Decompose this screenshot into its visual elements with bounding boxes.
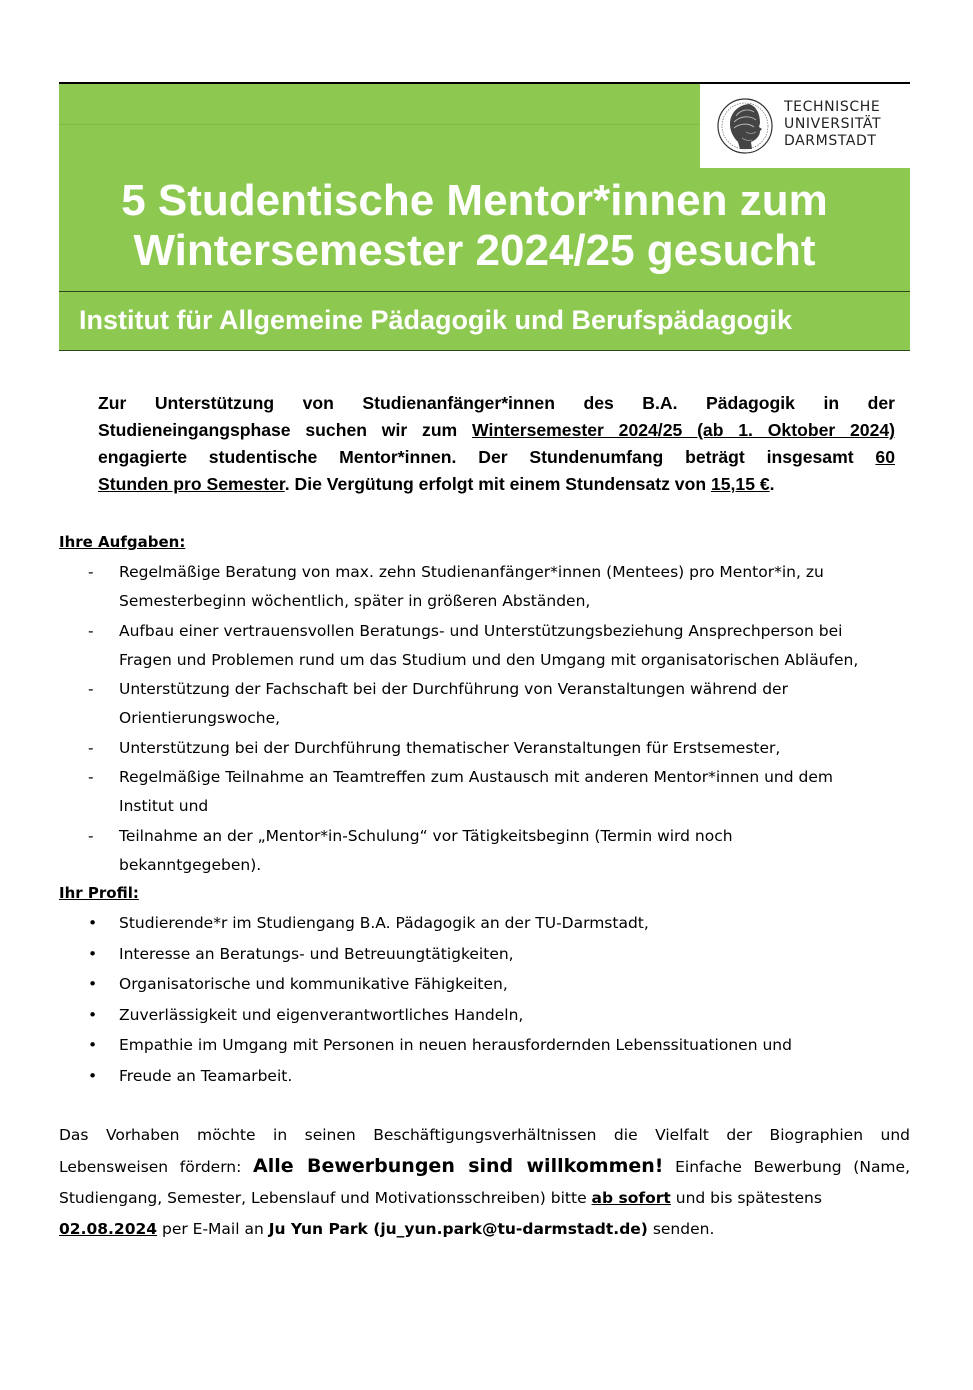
bullet-marker: •: [88, 914, 98, 932]
tasks-heading: Ihre Aufgaben:: [59, 533, 186, 551]
profile-item: [88, 969, 918, 1000]
profile-text: Organisatorische und kommunikative Fähigkeiten,: [119, 975, 508, 993]
profile-text: Studierende*r im Studiengang B.A. Pädagogik an der TU-Darmstadt,: [119, 914, 649, 932]
task-item: [88, 558, 918, 617]
profile-item: [88, 939, 918, 970]
semester-date: Wintersemester 2024/25 (ab 1. Oktober 2024): [472, 420, 896, 440]
task-text: Fragen und Problemen rund um das Studium und den Umgang mit organisatorischen Abläufen,: [119, 650, 859, 669]
bullet-marker: •: [88, 944, 98, 963]
intro-paragraph: [98, 390, 895, 498]
task-text: Unterstützung der Fachschaft bei der Durchführung von Veranstaltungen während der: [119, 680, 788, 699]
dash-marker: -: [88, 738, 94, 757]
page-title: [59, 176, 890, 276]
task-item: [88, 822, 918, 881]
tu-darmstadt-logo: [700, 84, 910, 168]
task-item: [88, 763, 918, 822]
dash-marker: -: [88, 826, 94, 845]
profile-item: [88, 1000, 918, 1031]
intro-line-3: engagierte studentische Mentor*innen. Der Stundenumfang beträgt insgesamt 60: [98, 447, 895, 467]
profile-text: Freude an Teamarbeit.: [119, 1066, 293, 1085]
dash-marker: -: [88, 768, 94, 787]
task-item: [88, 675, 918, 734]
intro-line-4: Stunden pro Semester. Die Vergütung erfolgt mit einem Stundensatz von 15,15 €.: [98, 474, 775, 494]
task-text: Semesterbeginn wöchentlich, später in größeren Abständen,: [119, 592, 591, 611]
divider-rule-bottom: [59, 350, 910, 351]
outro-line-3: Studiengang, Semester, Lebenslauf und Motivationsschreiben) bitte ab sofort und bis spätestens: [59, 1189, 822, 1207]
profile-text: Interesse an Beratungs- und Betreuungtätigkeiten,: [119, 944, 514, 963]
task-text: Institut und: [119, 797, 209, 816]
bullet-marker: •: [88, 1066, 98, 1085]
intro-line-1: Zur Unterstützung von Studienanfänger*innen des B.A. Pädagogik in der: [98, 393, 895, 413]
closing-paragraph: [59, 1120, 910, 1245]
task-text: Unterstützung bei der Durchführung thematischer Veranstaltungen für Erstsemester,: [119, 738, 781, 757]
task-text: Regelmäßige Beratung von max. zehn Studienanfänger*innen (Mentees) pro Mentor*in, zu: [119, 563, 824, 581]
task-text: Orientierungswoche,: [119, 709, 281, 728]
wage-value: 15,15 €: [710, 474, 770, 494]
profile-heading: Ihr Profil:: [59, 884, 139, 902]
welcome-statement: Alle Bewerbungen sind willkommen!: [253, 1155, 664, 1177]
task-text: Teilnahme an der „Mentor*in-Schulung“ vor Tätigkeitsbeginn (Termin wird noch: [119, 826, 733, 845]
dash-marker: -: [88, 680, 94, 699]
dash-marker: -: [88, 563, 94, 581]
profile-item: [88, 908, 918, 939]
task-text: Aufbau einer vertrauensvollen Beratungs- und Unterstützungsbeziehung Ansprechperson bei: [119, 621, 843, 640]
outro-line-2: Lebensweisen fördern: Alle Bewerbungen sind willkommen! Einfache Bewerbung (Name,: [59, 1155, 910, 1177]
outro-line-4: 02.08.2024 per E-Mail an Ju Yun Park (ju_yun.park@tu-darmstadt.de) senden.: [59, 1220, 715, 1238]
task-text: bekanntgegeben).: [119, 855, 262, 874]
deadline-date: 02.08.2024: [59, 1220, 158, 1238]
bullet-marker: •: [88, 1005, 98, 1024]
intro-line-2: Studieneingangsphase suchen wir zum Wintersemester 2024/25 (ab 1. Oktober 2024): [98, 420, 896, 440]
profile-item: [88, 1061, 918, 1092]
profile-item: [88, 1030, 918, 1061]
title-line-1: 5 Studentische Mentor*innen zum: [121, 176, 828, 225]
logo-wordmark: TECHNISCHE UNIVERSITÄT DARMSTADT: [784, 99, 882, 149]
page-subtitle: Institut für Allgemeine Pädagogik und Berufspädagogik: [79, 305, 793, 335]
dash-marker: -: [88, 621, 94, 640]
tasks-list: [88, 558, 918, 880]
profile-list: [88, 908, 918, 1091]
bullet-marker: •: [88, 975, 98, 993]
profile-text: Zuverlässigkeit und eigenverantwortliches Handeln,: [119, 1005, 524, 1024]
title-line-2: Wintersemester 2024/25 gesucht: [133, 226, 816, 275]
task-text: Regelmäßige Teilnahme an Teamtreffen zum Austausch mit anderen Mentor*innen und dem: [119, 768, 833, 787]
contact-email[interactable]: Ju Yun Park (ju_yun.park@tu-darmstadt.de): [268, 1220, 648, 1238]
task-item: [88, 617, 918, 676]
outro-line-1: Das Vorhaben möchte in seinen Beschäftigungsverhältnissen die Vielfalt der Biographien und: [59, 1126, 910, 1144]
profile-text: Empathie im Umgang mit Personen in neuen herausfordernden Lebenssituationen und: [119, 1036, 792, 1054]
bullet-marker: •: [88, 1036, 98, 1054]
task-item: [88, 734, 918, 763]
hours-value: Stunden pro Semester: [98, 474, 285, 494]
athena-head-seal-icon: [716, 96, 774, 156]
